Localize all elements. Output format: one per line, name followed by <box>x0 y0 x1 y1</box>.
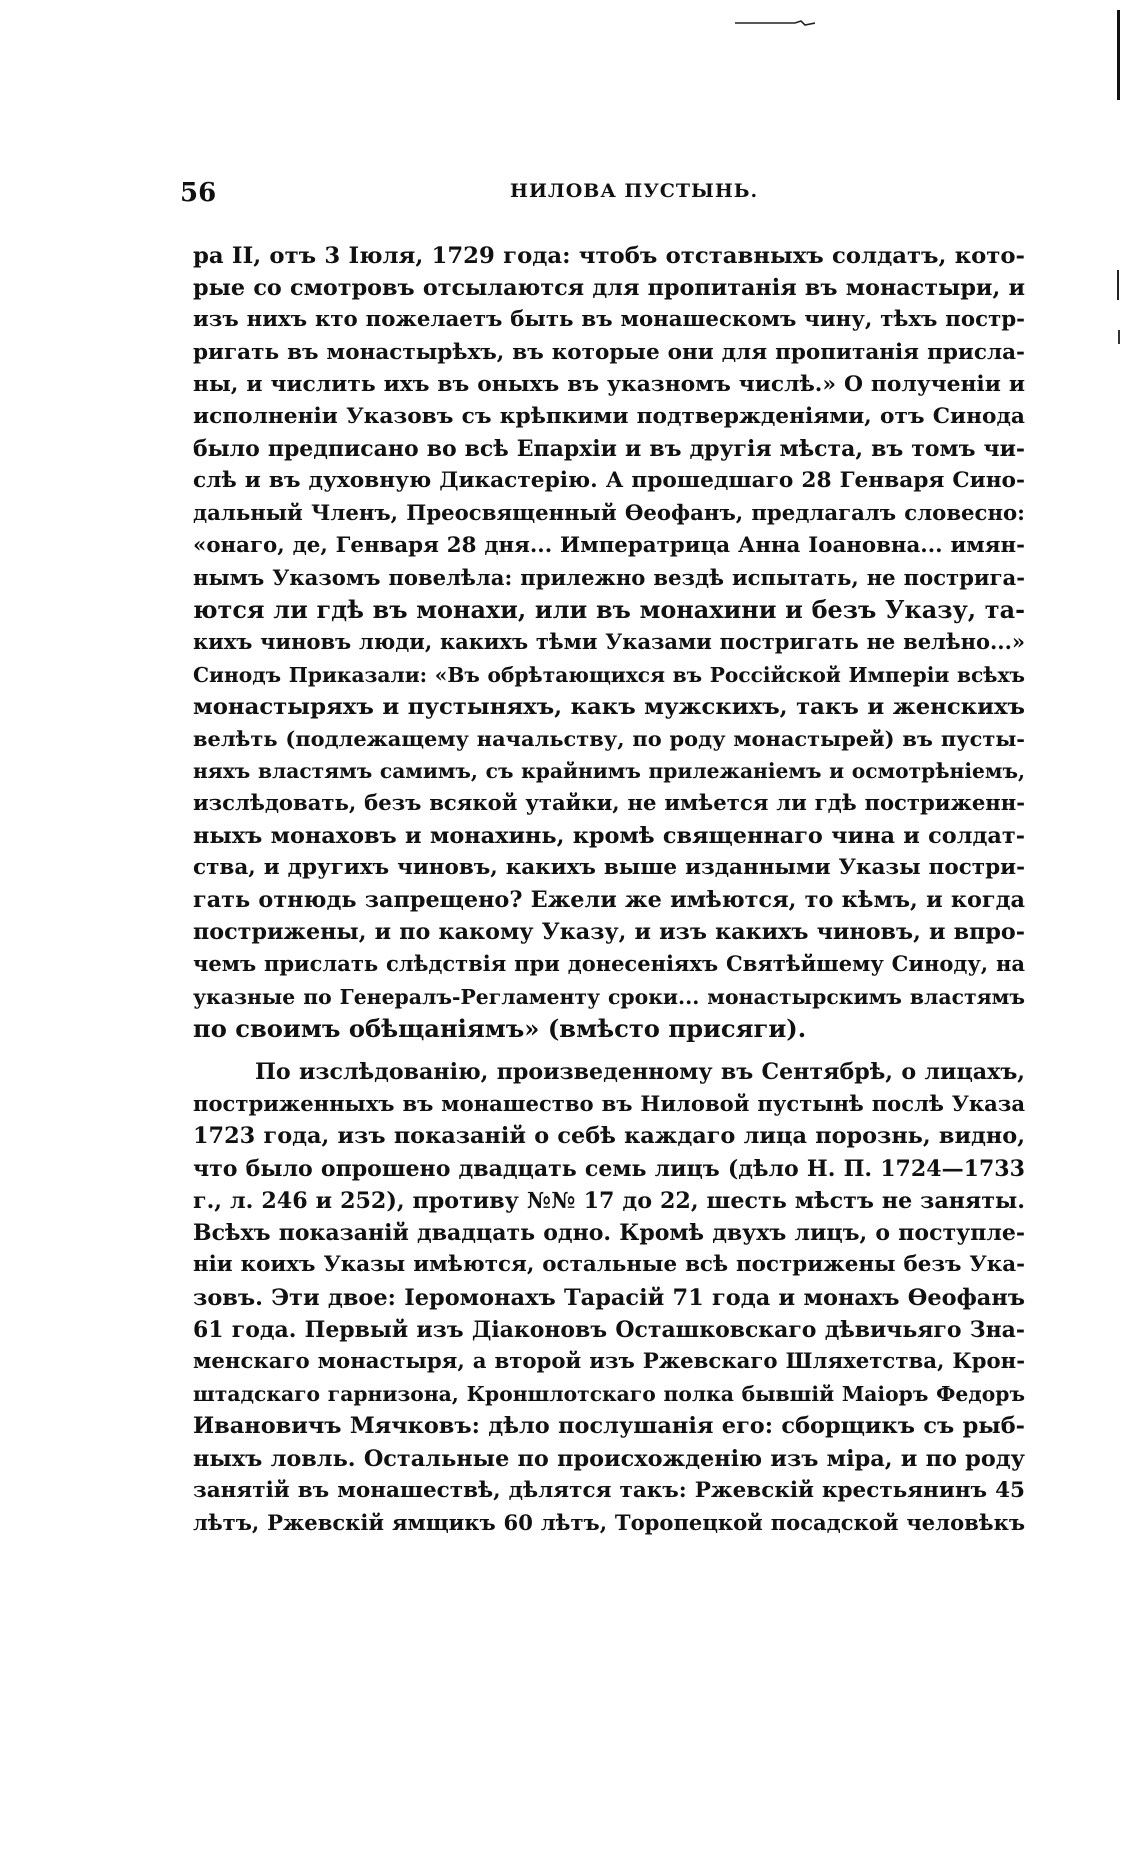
text-line: велѣть (подлежащему начальству, по роду монастырей) въ пусты- <box>193 726 1025 752</box>
running-head: НИЛОВА ПУСТЫНЬ. <box>510 180 759 202</box>
text-line: По изслѣдованію, произведенному въ Сентябрѣ, о лицахъ, <box>255 1059 1025 1086</box>
text-line: что было опрошено двадцать семь лицъ (дѣло Н. П. 1724—1733 <box>193 1155 1025 1182</box>
scan-edge-artifact <box>1108 10 1122 370</box>
body-text <box>193 240 1025 1539</box>
text-line: ніи коихъ Указы имѣются, остальные всѣ пострижены безъ Ука- <box>193 1252 1025 1278</box>
text-line: «онаго, де, Генваря 28 дня... Императрица Анна Іоановна... имян- <box>193 532 1025 558</box>
text-line: ны, и числить ихъ въ оныхъ въ указномъ числѣ.» О полученіи и <box>193 371 1025 397</box>
paragraph-1 <box>193 240 1025 1045</box>
text-line: ныхъ ловль. Остальные по происхожденію изъ міра, и по роду <box>193 1445 1025 1472</box>
text-line: Ивановичъ Мячковъ: дѣло послушанія его: сборщикъ съ рыб- <box>193 1413 1025 1440</box>
text-line: монастыряхъ и пустыняхъ, какъ мужскихъ, такъ и женскихъ <box>193 693 1025 720</box>
text-line: ются ли гдѣ въ монахи, или въ монахини и безъ Указу, та- <box>193 596 1025 625</box>
text-line: слѣ и въ духовную Дикастерію. А прошедшаго 28 Генваря Сино- <box>193 468 1025 494</box>
text-line: кихъ чиновъ люди, какихъ тѣми Указами постригать не велѣно...» <box>193 629 1025 655</box>
text-line: г., л. 246 и 252), противу №№ 17 до 22, шесть мѣстъ не заняты. <box>193 1187 1025 1214</box>
text-line: Всѣхъ показаній двадцать одно. Кромѣ двухъ лицъ, о поступле- <box>193 1220 1025 1247</box>
text-line: занятій въ монашествѣ, дѣлятся такъ: Ржевскій крестьянинъ 45 <box>193 1477 1025 1503</box>
text-line: нымъ Указомъ повелѣла: прилежно вездѣ испытать, не пострига- <box>193 565 1025 591</box>
text-line: постриженныхъ въ монашество въ Ниловой пустынѣ послѣ Указа <box>193 1091 1025 1117</box>
text-line: гать отнюдь запрещено? Ежели же имѣются, то кѣмъ, и когда <box>193 887 1025 914</box>
text-line: ригать въ монастырѣхъ, въ которые они для пропитанія присла- <box>193 339 1025 365</box>
text-line: Синодъ Приказали: «Въ обрѣтающихся въ Россійской Имперіи всѣхъ <box>193 662 1025 687</box>
text-line: пострижены, и по какому Указу, и изъ какихъ чиновъ, и впро- <box>193 919 1025 946</box>
text-line: дальный Членъ, Преосвященный Ѳеофанъ, предлагалъ словесно: <box>193 500 1025 526</box>
text-line: няхъ властямъ самимъ, съ крайнимъ прилежаніемъ и осмотрѣніемъ, <box>193 759 1025 784</box>
text-line: чемъ прислать слѣдствія при донесеніяхъ Святѣйшему Синоду, на <box>193 951 1025 977</box>
text-line: рые со смотровъ отсылаются для пропитанія въ монастыри, и <box>193 275 1025 302</box>
text-line: 1723 года, изъ показаній о себѣ каждаго лица порознь, видно, <box>193 1123 1025 1150</box>
text-line: указные по Генералъ-Регламенту сроки... монастырскимъ властямъ <box>193 984 1025 1009</box>
text-line: 61 года. Первый изъ Діаконовъ Осташковскаго дѣвичьяго Зна- <box>193 1316 1025 1343</box>
text-line: исполненіи Указовъ съ крѣпкими подтвержденіями, отъ Синода <box>193 404 1025 430</box>
text-line: ства, и другихъ чиновъ, какихъ выше изданными Указы постри- <box>193 854 1025 880</box>
text-line: изъ нихъ кто пожелаетъ быть въ монашескомъ чину, тѣхъ постр- <box>193 307 1025 333</box>
paragraph-2 <box>193 1056 1025 1539</box>
text-line: изслѣдовать, безъ всякой утайки, не имѣется ли гдѣ постриженн- <box>193 790 1025 816</box>
text-line: ра II, отъ 3 Іюля, 1729 года: чтобъ отставныхъ солдатъ, кото- <box>193 243 1025 269</box>
text-line: лѣтъ, Ржевскій ямщикъ 60 лѣтъ, Торопецкой посадской человѣкъ <box>193 1509 1025 1535</box>
text-line: ныхъ монаховъ и монахинь, кромѣ священнаго чина и солдат- <box>193 822 1025 849</box>
text-line: по своимъ обѣщаніямъ» (вмѣсто присяги). <box>193 1013 807 1043</box>
page-number: 56 <box>180 178 217 208</box>
scan-artifact-mark <box>735 20 815 26</box>
text-line: штадскаго гарнизона, Кроншлотскаго полка бывшій Маіоръ Федоръ <box>193 1382 1025 1407</box>
text-line: зовъ. Эти двое: Іеромонахъ Тарасій 71 года и монахъ Ѳеофанъ <box>193 1284 1025 1311</box>
text-line: менскаго монастыря, а второй изъ Ржевскаго Шляхетства, Крон- <box>193 1348 1025 1374</box>
text-line: было предписано во всѣ Епархіи и въ другія мѣста, въ томъ чи- <box>193 436 1025 463</box>
